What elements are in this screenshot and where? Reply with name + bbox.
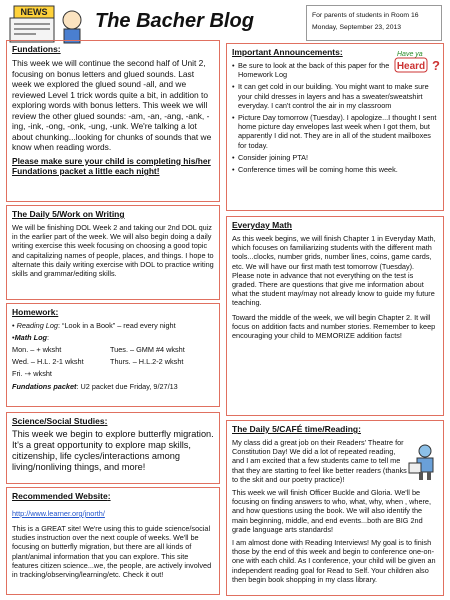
homework-fri: Fri. -+ wksht — [12, 369, 52, 379]
fundations-packet-label: Fundations packet — [12, 382, 77, 392]
daily5-writing-section — [6, 205, 220, 300]
everyday-math-p2: Toward the middle of the week, we will begin Chapter 2. It will focus on addition facts and number stories. Remember to keep encouraging your child to MEMORIZE addition facts! — [232, 312, 436, 341]
website-title: Recommended Website — [12, 491, 108, 501]
announcements-title: Important Announcements: — [232, 47, 343, 57]
svg-text:NEWS: NEWS — [20, 7, 48, 17]
date-line: Monday, September 23, 2013 — [312, 24, 402, 31]
science-body: This week we begin to explore butterfly migration. It's a great opportunity to explore map skills, citizenship, life cycles/interactions among living/nonliving things, and more! — [12, 429, 214, 472]
everyday-math-section — [226, 216, 444, 416]
list-item: • Picture Day tomorrow (Tuesday). I apologize...I thought I sent home picture day envelopes last week when I got them, but apparently I did not. They are in all of the student mailboxes for today. — [232, 113, 438, 150]
math-log-text: : — [47, 333, 50, 343]
svg-text:Have ya: Have ya — [397, 51, 423, 58]
for-parents-line: For parents of students in Room 16 — [312, 12, 419, 19]
list-item: • It can get cold in our building. You might want to make sure your child dresses in layers and has a sweater/sweatshirt everyday. I can't control the air in my classroom — [232, 82, 438, 110]
fundations-title: Fundations: — [12, 44, 61, 54]
fundations-body: This week we will continue the second half of Unit 2, focusing on bonus letters and glued sounds. Last week we explored the glued sound -all, and we reviewed Level 1 trick words quite a bit, in addition to exploring words with bonus letters. This week we will review the other glued sounds: -am, -an, -ang, -ank, -ing, -ink, -ong, -onk, -ung, -unk. We're talking a lot about chunking...looking for chunks of sounds that we know when reading words. — [12, 58, 212, 152]
science-section: Science/Social Studies: This week we begin to explore butterfly migration. It's a great opportunity to explore map skills, citizenship, life cycles/interactions among living/nonliving things, and more! — [6, 412, 220, 484]
newspaper-logo — [6, 4, 88, 44]
list-item: • Be sure to look at the back of this paper for the Homework Log — [232, 61, 438, 79]
daily5-cafe-p1: My class did a great job on their Readers' Theatre for Constitution Day! We did a lot of repeated reading, and I am excited that a few students came to tell me that they are starting to feel like better readers (thanks to the skit and our poetry practice)! — [232, 438, 407, 484]
list-item: • Conference times will be coming home this week. — [232, 165, 438, 174]
homework-row: Wed. – H.L. 2-1 wksht Thurs. – H.L.2-2 wksht — [12, 357, 184, 367]
fundations-section — [6, 40, 220, 202]
math-log-label: Math Log — [14, 333, 47, 343]
daily5-writing-title: The Daily 5/Work on Writing — [12, 209, 125, 219]
list-item: • Consider joining PTA! — [232, 153, 438, 162]
daily5-writing-body: We will be finishing DOL Week 2 and taking our 2nd DOL quiz in the earlier part of the week. We will also begin doing a daily writing exercise this week focusing on choosing a good topic and capitalizing names of people, places, and things. I hope to alternate this daily writing exercise with DOL to practice writing skills and grammar/editing skills. — [12, 223, 214, 279]
daily5-cafe-title: The Daily 5/CAFÉ time/Reading: — [232, 424, 361, 434]
fundations-packet-text: : U2 packet due Friday, 9/27/13 — [76, 382, 178, 392]
svg-text:Heard: Heard — [396, 61, 426, 72]
announcements-list — [232, 61, 438, 174]
website-section: Recommended Website: http://www.learner.org/jnorth/ This is a GREAT site! We're using this to guide science/social studies instruction over the next couple of weeks. We'll be focusing on butterfly migration, but there are all kinds of plant/animal information that you can explore. This site features citizen science...we, the people, are actively involved in tracking/observing/learning/etc. Check it out! — [6, 487, 220, 595]
homework-row: Mon. – + wksht Tues. – GMM #4 wksht — [12, 345, 185, 355]
website-body: This is a GREAT site! We're using this to guide science/social studies instruction over the next couple of weeks. We'll be focusing on butterfly migration, but there are all kinds of plant/animal information that you can explore. This site features citizen science...we, the people, are actively involved in tracking/observing/learning/etc. Check it out! — [12, 524, 212, 580]
header-info-box — [306, 5, 442, 41]
reading-log-label: Reading Log — [16, 321, 58, 330]
homework-section: Homework: • Reading Log: “Look in a Book” – read every night •Math Log: Mon. – + wksht Tues. – GMM #4 wksht Wed. – H.L. 2-1 wksht Thurs. – H.L.2-2 wksht Fri. -+ wksht Fundations packet: U2 packet due Friday, 9/27/13 — [6, 303, 220, 407]
daily5-cafe-p2: This week we will finish Officer Buckle and Gloria. We'll be focusing on finding answers to who, what, why, when , where, and how questions using the book. We will also identify the main beginning, middle, and end events...both are BIG 2nd grade language arts standards! — [232, 488, 432, 534]
svg-text:?: ? — [432, 58, 440, 73]
science-title: Science/Social Studies — [12, 416, 105, 426]
daily5-cafe-p3: I am almost done with Reading Interviews! My goal is to finish those by the end of this week and begin to conference one-on-one with each child. As I conference, your child will be given an independent reading goal for Read to Self. Your children also then begin book shopping in my class library. — [232, 538, 436, 584]
daily5-cafe-section — [226, 420, 444, 596]
everyday-math-p1: As this week begins, we will finish Chapter 1 in Everyday Math, which focuses on familiarizing students with the different math tools...clocks, number grids, number lines, coins, game cards, etc. We will have our first math test tomorrow (Tuesday). Please note in advance that not everything on the test is graded. There are questions that give me information about what the student may/may not already know to guide my future teaching. — [232, 234, 436, 308]
fundations-note: Please make sure your child is completing his/her Fundations packet a little each night! — [12, 155, 211, 176]
blog-title: The Bacher Blog — [95, 10, 254, 32]
homework-title: Homework: — [12, 307, 59, 317]
everyday-math-title: Everyday Math — [232, 220, 292, 230]
website-link[interactable]: http://www.learner.org/jnorth/ — [12, 509, 105, 518]
reading-log-text: : “Look in a Book” – read every night — [57, 321, 176, 330]
reading-figure-icon — [405, 443, 439, 481]
announcements-section — [226, 43, 444, 211]
